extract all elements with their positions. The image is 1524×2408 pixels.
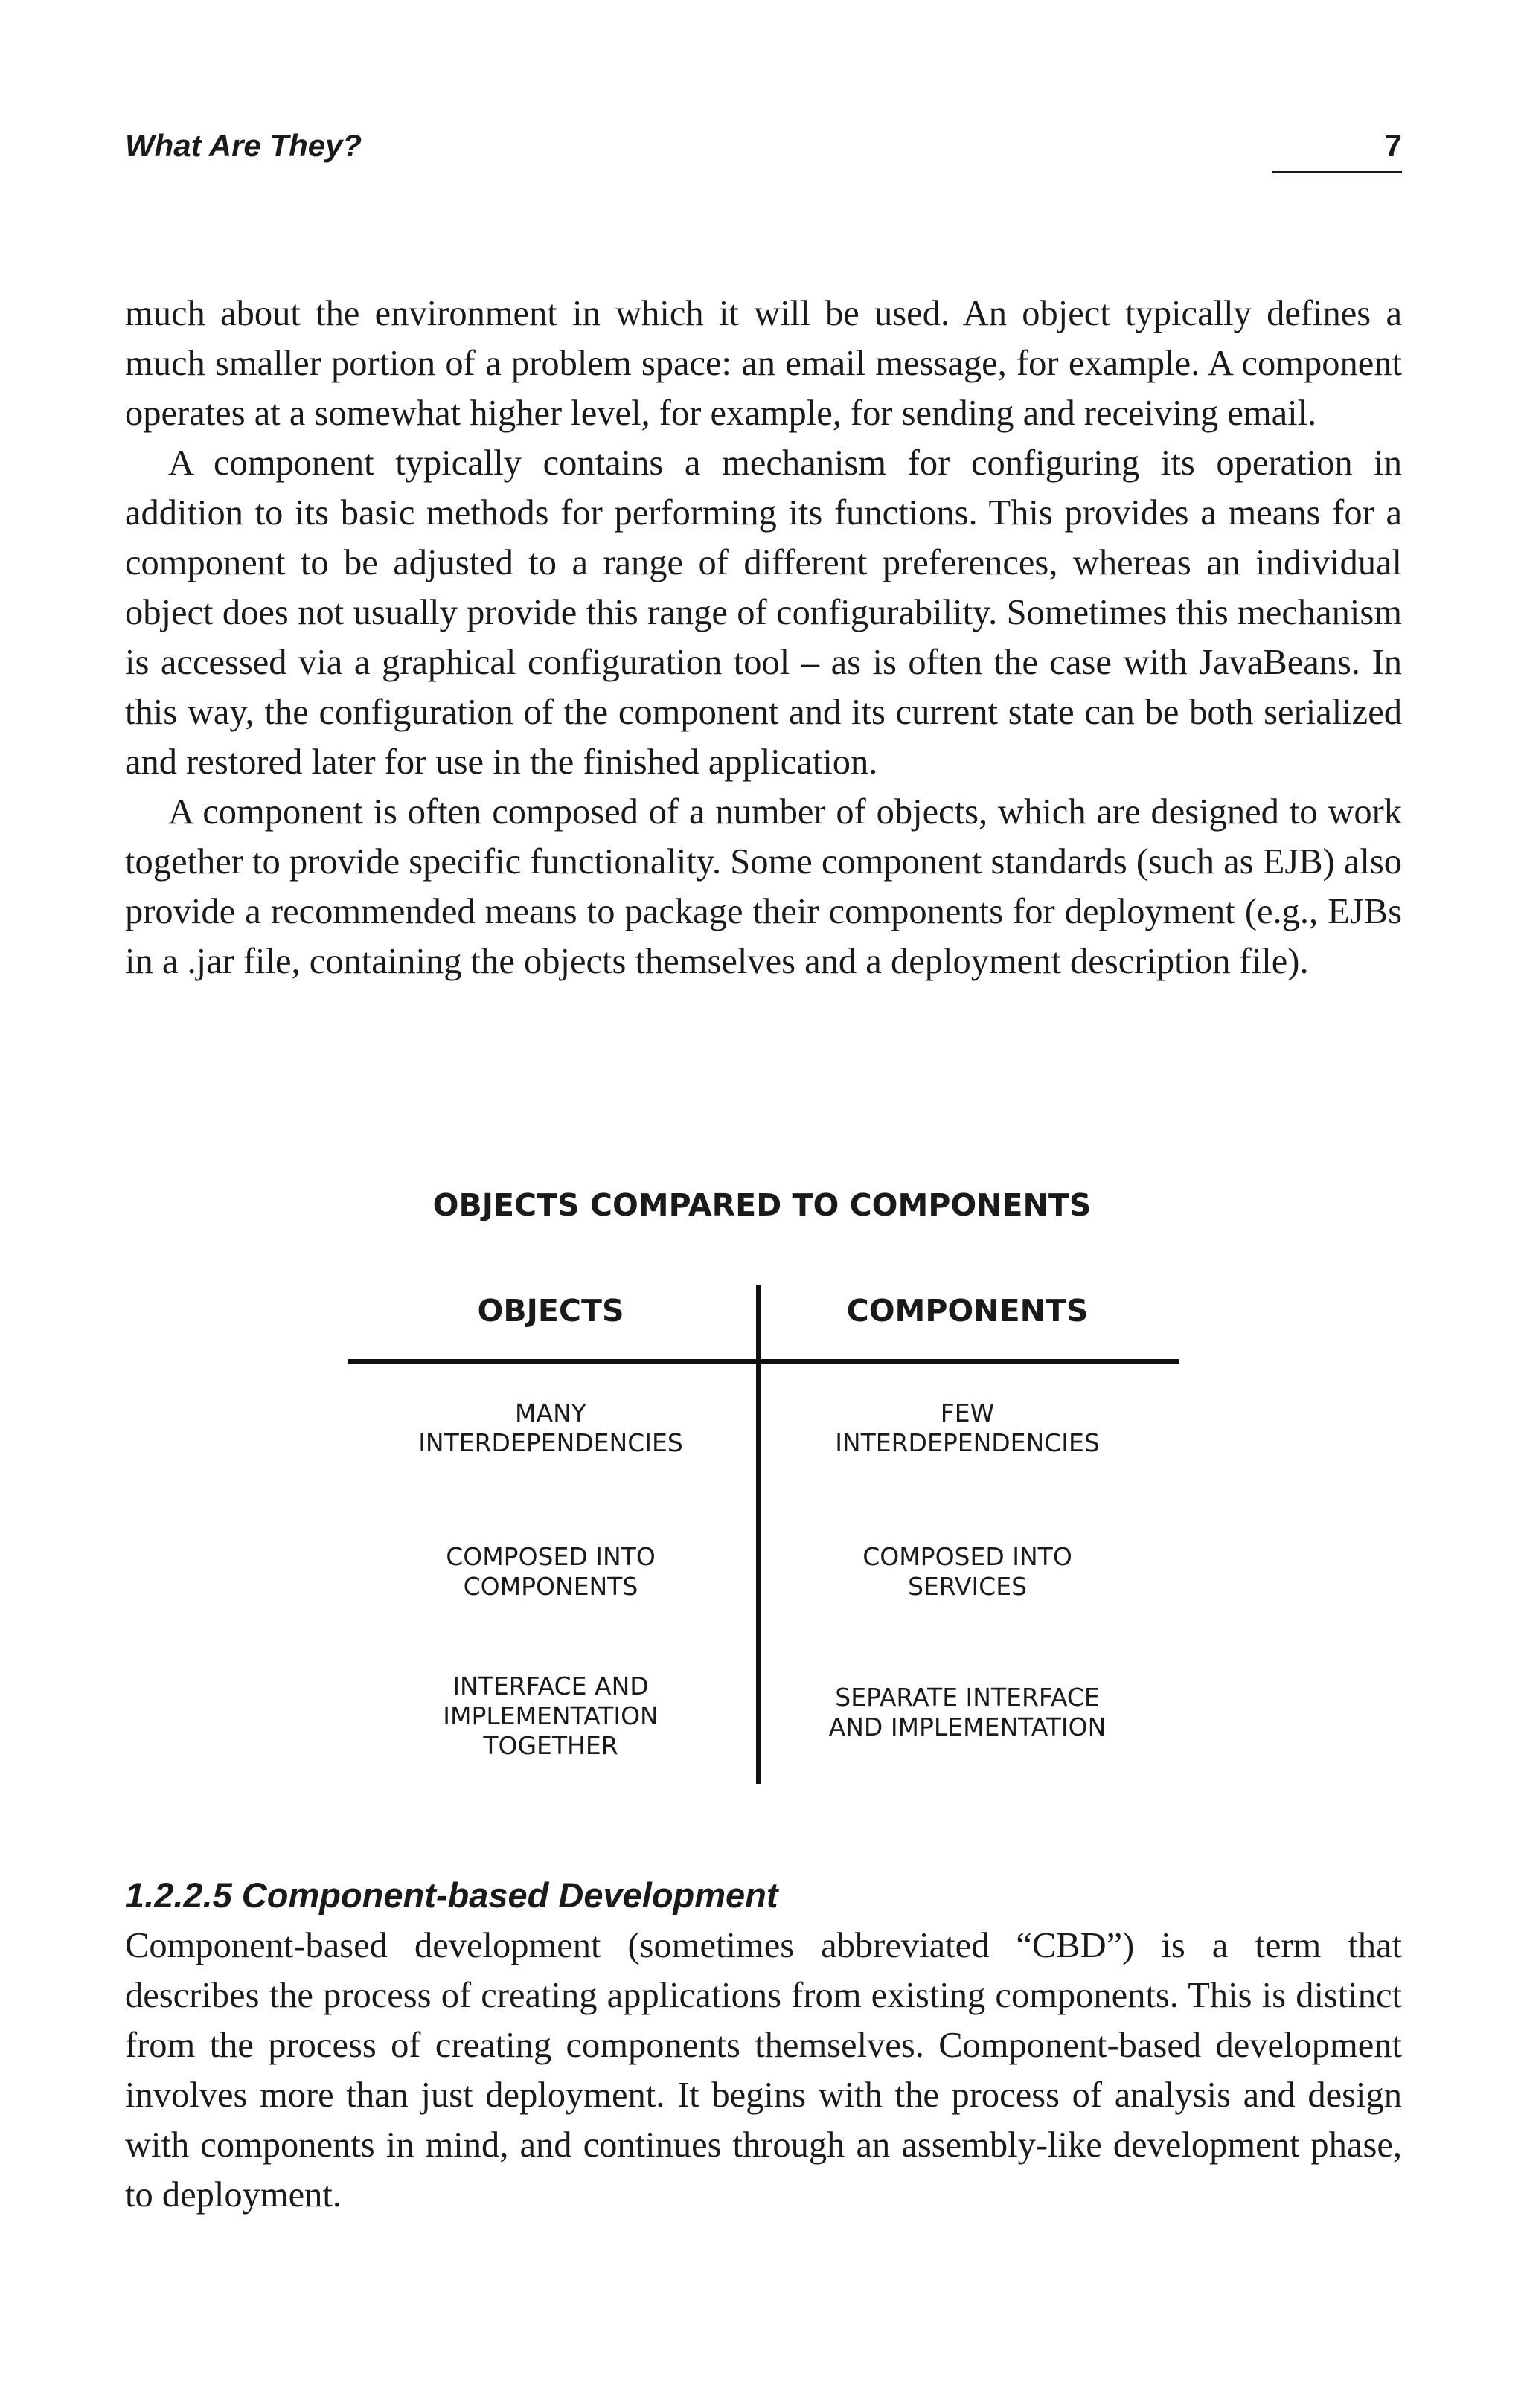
objects-row-1: MANY INTERDEPENDENCIES [418,1399,683,1457]
body-text-section [125,1921,1402,2220]
vertical-divider [756,1285,761,1784]
objects-row-3: INTERFACE AND IMPLEMENTATION TOGETHER [443,1672,659,1760]
components-column-header: COMPONENTS [846,1293,1089,1329]
paragraph: A component typically contains a mechanism for configuring its operation in addition to its basic methods for performing its functions. This provides a means for a component to be adjusted to a range of different preferences, whereas an individual object does not usually provide this range of configurability. Sometimes this mechanism is accessed via a graphical configuration tool – as is often the case with JavaBeans. In this way, the configuration of the component and its current state can be both serialized and restored later for use in the finished application. [125,443,1402,782]
paragraph: A component is often composed of a number of objects, which are designed to work together to provide specific functionality. Some component standards (such as EJB) also provide a recommended means to package their components for deployment (e.g., EJBs in a .jar file, containing the objects themselves and a deployment description file). [125,792,1402,981]
body-text-top [125,289,1402,986]
running-head: What Are They? [125,128,362,163]
figure-title: OBJECTS COMPARED TO COMPONENTS [432,1187,1092,1223]
components-row-1: FEW INTERDEPENDENCIES [835,1399,1100,1457]
paragraph: much about the environment in which it will be used. An object typically defines a much smaller portion of a problem space: an email message, for example. A component operates at a somewhat higher level, for example, for sending and receiving email. [125,294,1402,433]
objects-column-header: OBJECTS [477,1293,624,1329]
section-heading: 1.2.2.5 Component-based Development [125,1875,778,1915]
components-row-3: SEPARATE INTERFACE AND IMPLEMENTATION [828,1683,1107,1741]
page-number: 7 [1272,128,1402,173]
objects-row-2: COMPOSED INTO COMPONENTS [446,1542,656,1601]
components-row-2: COMPOSED INTO SERVICES [862,1542,1072,1601]
paragraph: Component-based development (sometimes abbreviated “CBD”) is a term that describes the process of creating applications from existing components. This is distinct from the process of creating components themselves. Component-based development involves more than just deployment. It begins with the process of analysis and design with components in mind, and continues through an assembly-like development phase, to deployment. [125,1926,1402,2215]
horizontal-divider [348,1359,1179,1364]
